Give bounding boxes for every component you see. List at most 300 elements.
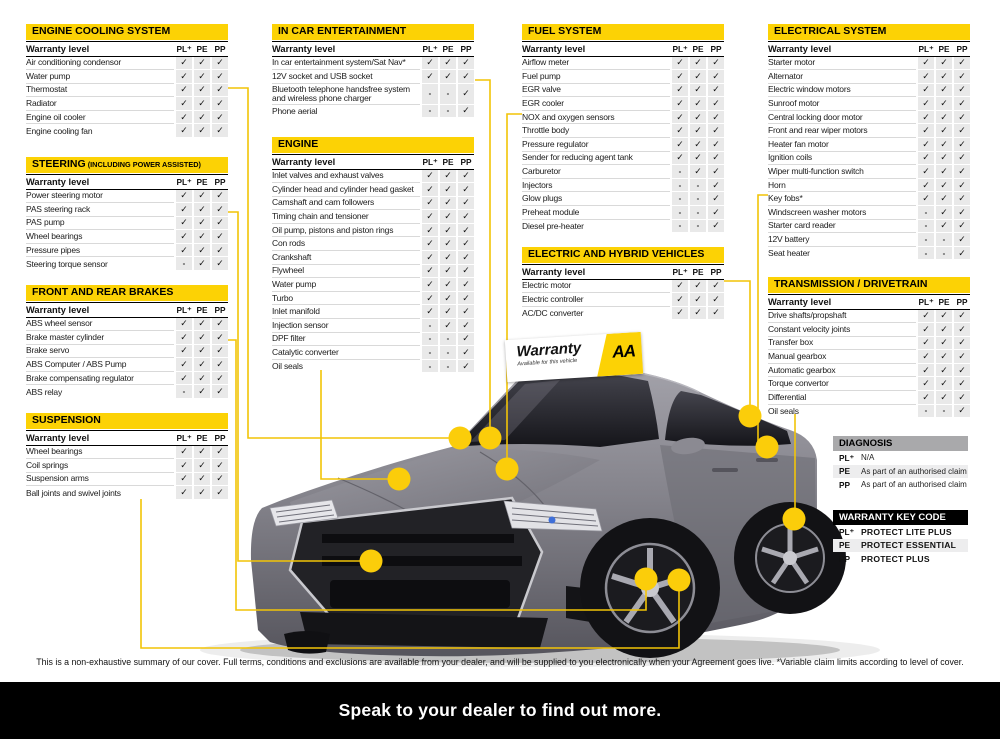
level-col-header: PL⁺ bbox=[422, 156, 438, 167]
row-label: Windscreen washer motors bbox=[768, 206, 916, 220]
callout-dot bbox=[756, 436, 779, 459]
coverage-mark: ✓ bbox=[422, 251, 438, 265]
level-col-header: PE bbox=[692, 43, 704, 54]
row-label: Water pump bbox=[26, 70, 174, 84]
coverage-mark: ✓ bbox=[422, 278, 438, 292]
coverage-mark: ✓ bbox=[672, 138, 688, 152]
callout-dot bbox=[449, 427, 472, 450]
coverage-mark: ✓ bbox=[458, 305, 474, 319]
row-label: Con rods bbox=[272, 237, 420, 251]
coverage-mark: ✓ bbox=[176, 57, 192, 71]
coverage-mark: - bbox=[672, 192, 688, 206]
coverage-mark: ✓ bbox=[708, 293, 724, 307]
table-row bbox=[272, 305, 474, 319]
row-label: Sender for reducing agent tank bbox=[522, 152, 670, 166]
table-row bbox=[768, 97, 970, 111]
coverage-mark: ✓ bbox=[212, 385, 228, 399]
coverage-mark: ✓ bbox=[176, 230, 192, 244]
level-description: PROTECT ESSENTIAL bbox=[861, 540, 957, 551]
row-label: EGR valve bbox=[522, 84, 670, 98]
warranty-level-header: Warranty level bbox=[26, 176, 90, 187]
coverage-mark: ✓ bbox=[936, 165, 952, 179]
level-col-header: PP bbox=[460, 156, 472, 167]
coverage-mark: ✓ bbox=[176, 318, 192, 332]
coverage-mark: ✓ bbox=[176, 190, 192, 204]
coverage-mark: - bbox=[918, 405, 934, 419]
coverage-mark: ✓ bbox=[954, 70, 970, 84]
panel-title: IN CAR ENTERTAINMENT bbox=[272, 24, 474, 40]
level-col-header: PP bbox=[460, 43, 472, 54]
row-label: Injection sensor bbox=[272, 319, 420, 333]
far-side-wheel bbox=[284, 631, 330, 654]
coverage-mark: ✓ bbox=[936, 57, 952, 71]
coverage-mark: - bbox=[936, 405, 952, 419]
coverage-mark: ✓ bbox=[954, 364, 970, 378]
keycode-row bbox=[833, 552, 968, 566]
row-label: Ball joints and swivel joints bbox=[26, 487, 121, 498]
table-row bbox=[272, 210, 474, 224]
coverage-mark: ✓ bbox=[422, 197, 438, 211]
table-row bbox=[272, 333, 474, 347]
coverage-mark: ✓ bbox=[672, 307, 688, 321]
coverage-mark: ✓ bbox=[422, 224, 438, 238]
coverage-mark: ✓ bbox=[918, 364, 934, 378]
coverage-mark: ✓ bbox=[458, 237, 474, 251]
callout-line bbox=[321, 370, 388, 479]
coverage-mark: ✓ bbox=[936, 337, 952, 351]
coverage-mark: ✓ bbox=[708, 124, 724, 138]
callout-line bbox=[475, 80, 490, 427]
row-label: Thermostat bbox=[26, 84, 174, 98]
table-row bbox=[522, 57, 724, 71]
coverage-mark: - bbox=[690, 220, 706, 234]
callout-dot bbox=[496, 458, 519, 481]
keycode-title: WARRANTY KEY CODE bbox=[833, 510, 968, 525]
coverage-mark: - bbox=[918, 220, 934, 234]
coverage-mark: ✓ bbox=[422, 57, 438, 71]
coverage-mark: - bbox=[672, 165, 688, 179]
coverage-mark: ✓ bbox=[690, 124, 706, 138]
coverage-mark: ✓ bbox=[954, 152, 970, 166]
table-row bbox=[768, 138, 970, 152]
table-row bbox=[272, 278, 474, 292]
diagnosis-row bbox=[833, 451, 968, 465]
coverage-mark: ✓ bbox=[936, 377, 952, 391]
coverage-mark: ✓ bbox=[672, 124, 688, 138]
table-row bbox=[26, 190, 228, 204]
coverage-mark: ✓ bbox=[954, 323, 970, 337]
coverage-mark: ✓ bbox=[954, 220, 970, 234]
level-col-header: PE bbox=[938, 43, 950, 54]
coverage-mark: ✓ bbox=[440, 70, 456, 84]
coverage-mark: ✓ bbox=[212, 190, 228, 204]
coverage-mark: ✓ bbox=[458, 346, 474, 360]
coverage-mark: ✓ bbox=[422, 265, 438, 279]
coverage-mark: ✓ bbox=[936, 179, 952, 193]
coverage-mark: - bbox=[440, 333, 456, 347]
table-header-row bbox=[522, 41, 724, 57]
coverage-mark: ✓ bbox=[194, 230, 210, 244]
coverage-mark: ✓ bbox=[194, 97, 210, 111]
coverage-mark: ✓ bbox=[918, 350, 934, 364]
coverage-mark: - bbox=[440, 105, 456, 119]
coverage-mark: ✓ bbox=[918, 337, 934, 351]
coverage-mark: ✓ bbox=[936, 97, 952, 111]
row-label: Steering torque sensor bbox=[26, 258, 108, 269]
row-label: Coil springs bbox=[26, 459, 174, 473]
coverage-mark: ✓ bbox=[176, 217, 192, 231]
coverage-mark: ✓ bbox=[954, 350, 970, 364]
coverage-mark: ✓ bbox=[422, 292, 438, 306]
coverage-mark: ✓ bbox=[458, 319, 474, 333]
coverage-mark: ✓ bbox=[954, 124, 970, 138]
coverage-mark: ✓ bbox=[672, 293, 688, 307]
coverage-mark: ✓ bbox=[458, 265, 474, 279]
table-row bbox=[26, 257, 228, 271]
coverage-mark: ✓ bbox=[176, 358, 192, 372]
level-col-header: PL⁺ bbox=[176, 304, 192, 315]
coverage-mark: - bbox=[422, 105, 438, 119]
coverage-mark: ✓ bbox=[440, 183, 456, 197]
row-label: Fuel pump bbox=[522, 70, 670, 84]
coverage-mark: ✓ bbox=[954, 247, 970, 261]
panel-title: ENGINE COOLING SYSTEM bbox=[26, 24, 228, 40]
table-row bbox=[768, 220, 970, 234]
coverage-mark: ✓ bbox=[212, 446, 228, 460]
coverage-mark: ✓ bbox=[690, 138, 706, 152]
table-header-row bbox=[26, 174, 228, 190]
table-row bbox=[26, 97, 228, 111]
coverage-mark: ✓ bbox=[954, 377, 970, 391]
row-label: Heater fan motor bbox=[768, 138, 916, 152]
level-col-header: PL⁺ bbox=[176, 432, 192, 443]
table-row bbox=[272, 319, 474, 333]
table-row bbox=[272, 105, 474, 119]
coverage-mark: ✓ bbox=[690, 293, 706, 307]
coverage-mark: ✓ bbox=[212, 372, 228, 386]
table-row bbox=[768, 323, 970, 337]
coverage-mark: ✓ bbox=[194, 70, 210, 84]
row-label: Airflow meter bbox=[522, 57, 670, 71]
coverage-mark: - bbox=[936, 233, 952, 247]
coverage-mark: ✓ bbox=[936, 323, 952, 337]
level-col-header: PP bbox=[214, 432, 226, 443]
level-description: As part of an authorised claim bbox=[861, 480, 967, 490]
row-label: Injectors bbox=[522, 179, 670, 193]
table-header-row bbox=[522, 264, 724, 280]
coverage-mark: ✓ bbox=[194, 318, 210, 332]
coverage-mark: ✓ bbox=[194, 244, 210, 258]
table-row bbox=[768, 206, 970, 220]
coverage-mark: ✓ bbox=[194, 190, 210, 204]
coverage-mark: ✓ bbox=[936, 138, 952, 152]
table-row bbox=[522, 152, 724, 166]
row-label: ABS Computer / ABS Pump bbox=[26, 358, 174, 372]
coverage-mark: ✓ bbox=[176, 331, 192, 345]
warranty-level-header: Warranty level bbox=[26, 432, 90, 443]
row-label: Electric window motors bbox=[768, 84, 916, 98]
coverage-mark: ✓ bbox=[440, 265, 456, 279]
row-label: In car entertainment system/Sat Nav* bbox=[272, 57, 420, 71]
coverage-mark: ✓ bbox=[918, 152, 934, 166]
row-label: Electric controller bbox=[522, 293, 670, 307]
table-row bbox=[522, 307, 724, 321]
coverage-mark: ✓ bbox=[176, 486, 192, 500]
warranty-level-header: Warranty level bbox=[26, 304, 90, 315]
coverage-mark: ✓ bbox=[194, 84, 210, 98]
level-col-header: PP bbox=[956, 296, 968, 307]
panel-engine bbox=[272, 137, 474, 373]
row-label: Front and rear wiper motors bbox=[768, 124, 916, 138]
coverage-mark: ✓ bbox=[458, 210, 474, 224]
panel-title: FUEL SYSTEM bbox=[522, 24, 724, 40]
coverage-mark: ✓ bbox=[936, 84, 952, 98]
coverage-mark: ✓ bbox=[194, 257, 210, 271]
coverage-mark: ✓ bbox=[458, 84, 474, 105]
panel-suspension bbox=[26, 413, 228, 500]
table-row bbox=[768, 405, 970, 419]
coverage-mark: ✓ bbox=[440, 292, 456, 306]
coverage-mark: ✓ bbox=[936, 206, 952, 220]
callout-dot bbox=[360, 550, 383, 573]
table-row bbox=[768, 165, 970, 179]
coverage-mark: ✓ bbox=[440, 224, 456, 238]
table-header-row bbox=[26, 302, 228, 318]
callout-dot bbox=[635, 568, 658, 591]
row-label: Transfer box bbox=[768, 337, 916, 351]
warranty-level-header: Warranty level bbox=[768, 43, 832, 54]
coverage-mark: - bbox=[422, 319, 438, 333]
level-col-header: PL⁺ bbox=[176, 43, 192, 54]
table-row bbox=[26, 70, 228, 84]
row-label: EGR cooler bbox=[522, 97, 670, 111]
row-label: Radiator bbox=[26, 97, 174, 111]
row-label: Suspension arms bbox=[26, 473, 174, 487]
callout-dot bbox=[388, 468, 411, 491]
row-label: Engine oil cooler bbox=[26, 111, 174, 125]
row-label: Camshaft and cam followers bbox=[272, 197, 420, 211]
row-label: Air conditioning condensor bbox=[26, 57, 174, 71]
row-label: Key fobs* bbox=[768, 192, 916, 206]
coverage-mark: ✓ bbox=[458, 197, 474, 211]
coverage-mark: - bbox=[440, 360, 456, 374]
coverage-mark: ✓ bbox=[422, 183, 438, 197]
table-row bbox=[768, 179, 970, 193]
coverage-mark: ✓ bbox=[936, 70, 952, 84]
row-label: Cylinder head and cylinder head gasket bbox=[272, 183, 420, 197]
table-row bbox=[768, 364, 970, 378]
table-row bbox=[26, 486, 228, 500]
table-row bbox=[522, 70, 724, 84]
table-row bbox=[522, 220, 724, 234]
coverage-mark: ✓ bbox=[954, 405, 970, 419]
table-row bbox=[522, 97, 724, 111]
coverage-mark: ✓ bbox=[936, 192, 952, 206]
coverage-mark: ✓ bbox=[212, 244, 228, 258]
level-col-header: PP bbox=[214, 304, 226, 315]
coverage-mark: ✓ bbox=[672, 152, 688, 166]
level-col-header: PP bbox=[956, 43, 968, 54]
diagnosis-panel bbox=[833, 436, 968, 492]
table-row bbox=[768, 192, 970, 206]
coverage-mark: - bbox=[918, 206, 934, 220]
coverage-mark: ✓ bbox=[954, 165, 970, 179]
coverage-mark: ✓ bbox=[918, 377, 934, 391]
diagnosis-title: DIAGNOSIS bbox=[833, 436, 968, 451]
disclaimer-text: This is a non-exhaustive summary of our cover. Full terms, conditions and exclusions are available from your dealer, and will be supplied to you electronically when your Agreement goes live. *Variable claim limits according to level of cover. bbox=[36, 657, 964, 667]
row-label: Wheel bearings bbox=[26, 230, 174, 244]
coverage-mark: ✓ bbox=[690, 307, 706, 321]
table-row bbox=[768, 310, 970, 324]
level-col-header: PE bbox=[442, 43, 454, 54]
coverage-mark: ✓ bbox=[422, 170, 438, 184]
coverage-mark: ✓ bbox=[458, 333, 474, 347]
level-col-header: PE bbox=[442, 156, 454, 167]
table-row bbox=[768, 111, 970, 125]
coverage-mark: ✓ bbox=[194, 217, 210, 231]
table-row bbox=[522, 124, 724, 138]
table-row bbox=[26, 372, 228, 386]
table-row bbox=[522, 138, 724, 152]
row-label: Engine cooling fan bbox=[26, 125, 93, 136]
table-row bbox=[522, 280, 724, 294]
coverage-mark: ✓ bbox=[212, 217, 228, 231]
row-label: Preheat module bbox=[522, 206, 670, 220]
row-label: Turbo bbox=[272, 292, 420, 306]
coverage-mark: ✓ bbox=[954, 192, 970, 206]
coverage-mark: ✓ bbox=[212, 331, 228, 345]
coverage-mark: ✓ bbox=[936, 391, 952, 405]
coverage-mark: ✓ bbox=[918, 179, 934, 193]
panel-steering bbox=[26, 157, 228, 271]
table-row bbox=[522, 293, 724, 307]
row-label: Starter motor bbox=[768, 57, 916, 71]
level-col-header: PL⁺ bbox=[918, 296, 934, 307]
level-col-header: PL⁺ bbox=[422, 43, 438, 54]
table-row bbox=[26, 203, 228, 217]
coverage-mark: ✓ bbox=[194, 372, 210, 386]
coverage-mark: ✓ bbox=[690, 280, 706, 294]
coverage-mark: ✓ bbox=[194, 473, 210, 487]
cta-text: Speak to your dealer to find out more. bbox=[338, 700, 662, 720]
coverage-mark: - bbox=[422, 360, 438, 374]
coverage-mark: - bbox=[176, 385, 192, 399]
coverage-mark: ✓ bbox=[176, 345, 192, 359]
coverage-mark: ✓ bbox=[458, 170, 474, 184]
coverage-mark: ✓ bbox=[918, 111, 934, 125]
coverage-mark: ✓ bbox=[954, 206, 970, 220]
row-label: AC/DC converter bbox=[522, 307, 584, 318]
coverage-mark: ✓ bbox=[212, 459, 228, 473]
coverage-mark: ✓ bbox=[954, 233, 970, 247]
table-row bbox=[26, 124, 228, 138]
row-label: Alternator bbox=[768, 70, 916, 84]
coverage-mark: ✓ bbox=[708, 84, 724, 98]
coverage-mark: ✓ bbox=[176, 473, 192, 487]
diagnosis-row bbox=[833, 478, 968, 492]
row-label: Sunroof motor bbox=[768, 97, 916, 111]
table-row bbox=[26, 385, 228, 399]
coverage-mark: ✓ bbox=[708, 70, 724, 84]
coverage-mark: ✓ bbox=[936, 152, 952, 166]
warranty-level-header: Warranty level bbox=[272, 156, 336, 167]
coverage-mark: ✓ bbox=[918, 391, 934, 405]
level-col-header: PP bbox=[710, 43, 722, 54]
coverage-mark: ✓ bbox=[176, 446, 192, 460]
panel-title: ELECTRICAL SYSTEM bbox=[768, 24, 970, 40]
row-label: 12V socket and USB socket bbox=[272, 70, 420, 84]
coverage-mark: ✓ bbox=[176, 124, 192, 138]
row-label: Timing chain and tensioner bbox=[272, 210, 420, 224]
coverage-mark: ✓ bbox=[176, 372, 192, 386]
level-col-header: PL⁺ bbox=[672, 266, 688, 277]
table-row bbox=[272, 251, 474, 265]
level-code: PP bbox=[839, 479, 851, 490]
warranty-level-header: Warranty level bbox=[26, 43, 90, 54]
row-label: Constant velocity joints bbox=[768, 323, 916, 337]
coverage-mark: ✓ bbox=[212, 70, 228, 84]
coverage-mark: ✓ bbox=[212, 257, 228, 271]
table-row bbox=[272, 360, 474, 374]
coverage-mark: ✓ bbox=[708, 138, 724, 152]
coverage-mark: ✓ bbox=[458, 278, 474, 292]
coverage-mark: ✓ bbox=[212, 486, 228, 500]
table-row bbox=[26, 358, 228, 372]
table-row bbox=[768, 337, 970, 351]
row-label: Electric motor bbox=[522, 280, 670, 294]
coverage-mark: ✓ bbox=[422, 237, 438, 251]
row-label: ABS wheel sensor bbox=[26, 318, 174, 332]
row-label: Carburetor bbox=[522, 165, 670, 179]
table-row bbox=[272, 70, 474, 84]
table-row bbox=[522, 192, 724, 206]
row-label: Manual gearbox bbox=[768, 350, 916, 364]
row-label: Starter card reader bbox=[768, 220, 916, 234]
level-col-header: PL⁺ bbox=[672, 43, 688, 54]
coverage-mark: ✓ bbox=[708, 111, 724, 125]
table-row bbox=[272, 292, 474, 306]
coverage-mark: ✓ bbox=[954, 310, 970, 324]
row-label: Central locking door motor bbox=[768, 111, 916, 125]
row-label: Pressure pipes bbox=[26, 244, 174, 258]
coverage-mark: ✓ bbox=[936, 364, 952, 378]
coverage-mark: ✓ bbox=[690, 70, 706, 84]
coverage-mark: ✓ bbox=[690, 57, 706, 71]
panel-title: ENGINE bbox=[272, 137, 474, 153]
table-row bbox=[522, 165, 724, 179]
row-label: 12V battery bbox=[768, 233, 916, 247]
coverage-mark: ✓ bbox=[708, 280, 724, 294]
coverage-mark: ✓ bbox=[954, 391, 970, 405]
coverage-mark: ✓ bbox=[212, 230, 228, 244]
row-label: Bluetooth telephone handsfree system and wireless phone charger bbox=[272, 84, 420, 105]
table-row bbox=[768, 152, 970, 166]
coverage-mark: ✓ bbox=[954, 337, 970, 351]
level-col-header: PE bbox=[196, 432, 208, 443]
coverage-mark: ✓ bbox=[440, 278, 456, 292]
coverage-mark: ✓ bbox=[936, 220, 952, 234]
coverage-mark: ✓ bbox=[690, 152, 706, 166]
coverage-mark: ✓ bbox=[708, 206, 724, 220]
row-label: Oil pump, pistons and piston rings bbox=[272, 224, 420, 238]
panel-title: STEERING (INCLUDING POWER ASSISTED) bbox=[26, 157, 228, 173]
table-row bbox=[26, 57, 228, 71]
lower-intake bbox=[300, 612, 548, 648]
level-code: PE bbox=[839, 540, 851, 551]
coverage-mark: ✓ bbox=[690, 97, 706, 111]
level-code: PP bbox=[839, 553, 851, 564]
coverage-mark: ✓ bbox=[918, 124, 934, 138]
